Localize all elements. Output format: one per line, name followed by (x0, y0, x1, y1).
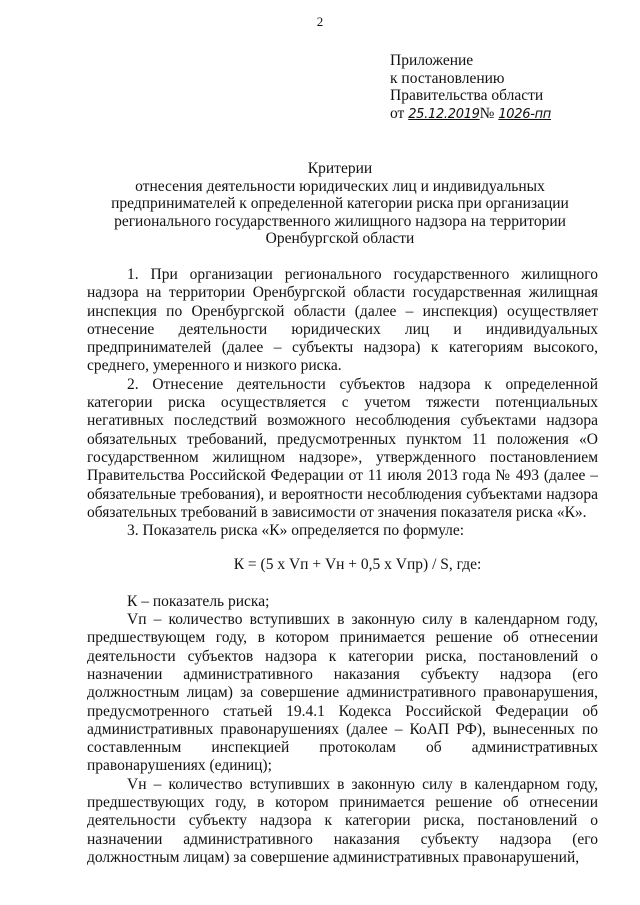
vn-definition: Vн – количество вступивших в законную силу в календарном году, предшествующих году, в котором принимается решение об отнесении деятельности субъекту надзора к категории риска, постановлений о назначении административного наказания субъекту надзора (его должностным лицам) за совершение административных правонарушений, (87, 775, 598, 866)
title-line-4: Оренбургской области (265, 230, 415, 247)
title-line-1: отнесения деятельности юридических лиц и индивидуальных (135, 177, 545, 195)
vp-definition: Vп – количество вступивших в законную силу в календарном году, предшествующем году, в котором принимается решение об отнесении деятельности субъектов надзора к категории риска, постановлений о назначении административного наказания субъекту надзора (его должностным лицам) за совершение административного правонарушения, предусмотренного статьей 19.4.1 Кодекса Российской Федерации об административных правонарушениях (далее – КоАП РФ), вынесенных по составленным инспекцией протоколам об административных правонарушениях (единиц); (87, 611, 598, 775)
paragraph-1: 1. При организации регионального государственного жилищного надзора на территории Оренбургской области государственная жилищная инспекция по Оренбургской области (далее – инспекция) осуществляет отнесение деятельности юридических лиц и индивидуальных предпринимателей (далее – субъекты надзора) к категориям высокого, среднего, умеренного и низкого риска. (87, 266, 598, 375)
handwritten-number: 1026-пп (498, 106, 551, 122)
approval-block (390, 52, 551, 123)
title-line-3: регионального государственного жилищного надзора на территории (114, 212, 566, 230)
page-number: 2 (316, 14, 324, 29)
risk-formula: К = (5 х Vп + Vн + 0,5 х Vпр) / S, где: (233, 556, 482, 574)
paragraph-2: 2. Отнесение деятельности субъектов надзора к определенной категории риска осуществляется с учетом тяжести потенциальных негативных последствий возможного несоблюдения субъектами надзора обязательных требований, предусмотренных пунктом 11 положения «О государственном жилищном надзоре», утвержденного постановлением Правительства Российской Федерации от 11 июля 2013 года № 493 (далее – обязательные требования), и вероятности несоблюдения субъектами надзора обязательных требований в зависимости от значения показателя риска «К». (87, 375, 598, 521)
k-definition: К – показатель риска; (127, 592, 270, 610)
approval-line-1: Приложение (390, 52, 474, 69)
from-label: от (390, 104, 405, 122)
document-body (87, 266, 598, 867)
approval-line-2: к постановлению (390, 69, 505, 87)
approval-line-3: Правительства области (390, 87, 544, 104)
title-heading: Критерии (307, 160, 373, 177)
title-line-2: предпринимателей к определенной категории риска при организации (111, 195, 569, 212)
handwritten-date: 25.12.2019 (408, 106, 480, 122)
number-label: № (479, 104, 495, 122)
approval-date-line (390, 105, 551, 124)
document-title (80, 160, 600, 248)
paragraph-3: 3. Показатель риска «К» определяется по формуле: (127, 522, 465, 540)
